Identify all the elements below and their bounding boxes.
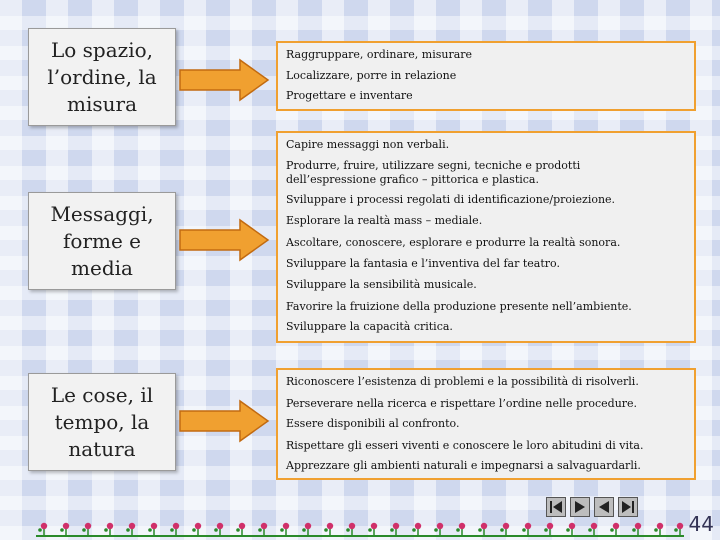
topic-title-line: natura — [68, 436, 136, 461]
objective-item: Sviluppare la sensibilità musicale. — [286, 278, 477, 291]
objective-item: Capire messaggi non verbali. — [286, 138, 450, 151]
objective-item: Sviluppare la fantasia e l’inventiva del far teatro. — [286, 257, 560, 270]
first-slide-icon[interactable] — [546, 497, 566, 517]
arrow-right-icon — [178, 58, 270, 102]
objective-item: Essere disponibili al confronto. — [286, 417, 460, 430]
topic-title-line: Messaggi, — [50, 201, 154, 226]
previous-slide-icon[interactable] — [594, 497, 614, 517]
topic-title-line: l’ordine, la — [47, 64, 157, 89]
objective-item: Sviluppare la capacità critica. — [286, 320, 453, 333]
last-slide-icon[interactable] — [618, 497, 638, 517]
topic-title-line: Lo spazio, — [50, 37, 153, 62]
objective-item: Perseverare nella ricerca e rispettare l’ordine nelle procedure. — [286, 397, 638, 410]
objective-item: Esplorare la realtà mass – mediale. — [286, 214, 483, 227]
topic-box-cose — [28, 373, 176, 471]
page-number: 44 — [688, 512, 714, 536]
objective-item: Favorire la fruizione della produzione presente nell’ambiente. — [286, 300, 632, 313]
objectives-panel-spazio — [276, 41, 696, 111]
topic-box-messaggi — [28, 192, 176, 290]
objectives-panel-cose — [276, 368, 696, 480]
flower-border-icon — [36, 521, 684, 539]
slide-navigation — [546, 497, 636, 517]
objective-item: Progettare e inventare — [286, 89, 413, 102]
objective-item: Sviluppare i processi regolati di identificazione/proiezione. — [286, 193, 616, 206]
arrow-right-icon — [178, 399, 270, 443]
topic-title-line: tempo, la — [54, 409, 150, 434]
objective-item: Riconoscere l’esistenza di problemi e la possibilità di risolverli. — [286, 375, 639, 388]
objective-item: Apprezzare gli ambienti naturali e impegnarsi a salvaguardarli. — [286, 459, 641, 472]
arrow-right-icon — [178, 218, 270, 262]
topic-title-line: media — [71, 255, 133, 280]
objective-item: Raggruppare, ordinare, misurare — [286, 48, 473, 61]
topic-box-spazio — [28, 28, 176, 126]
objective-item: Localizzare, porre in relazione — [286, 69, 457, 82]
topic-title-line: forme e — [63, 228, 141, 253]
topic-title-line: Le cose, il — [50, 382, 154, 407]
topic-title-line: misura — [67, 91, 137, 116]
objectives-panel-messaggi — [276, 131, 696, 343]
objective-item: Rispettare gli esseri viventi e conoscere le loro abitudini di vita. — [286, 439, 644, 452]
next-slide-icon[interactable] — [570, 497, 590, 517]
objective-item: Produrre, fruire, utilizzare segni, tecniche e prodotti dell’espressione grafico – pittorica e plastica. — [286, 159, 581, 186]
objective-item: Ascoltare, conoscere, esplorare e produrre la realtà sonora. — [286, 236, 621, 249]
